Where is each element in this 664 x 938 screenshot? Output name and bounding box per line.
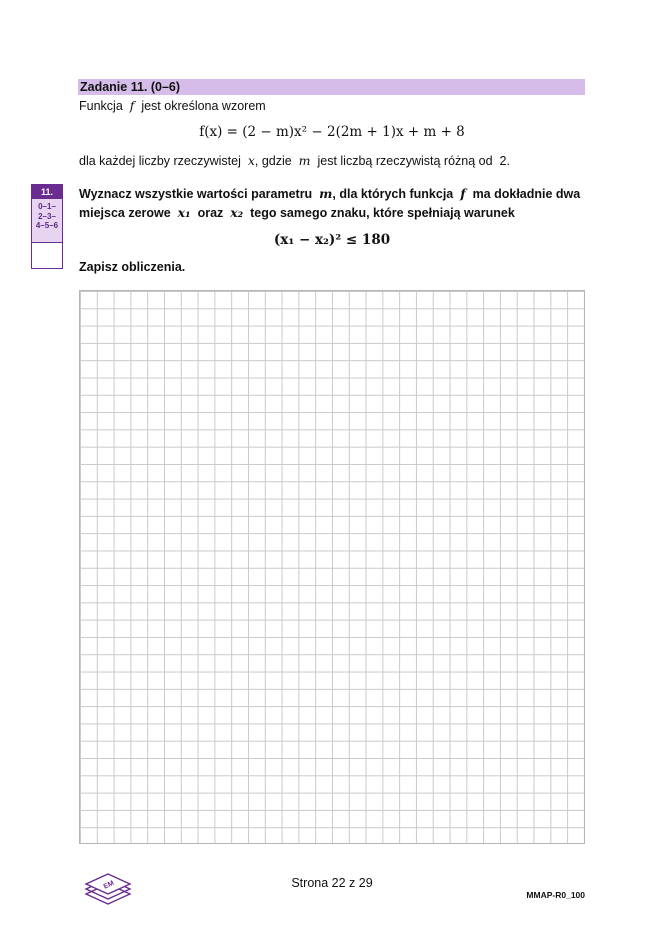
points-line-3: 4–5–6 <box>35 221 59 230</box>
svg-text:EM: EM <box>102 879 116 891</box>
document-code: MMAP-R0_100 <box>526 890 585 900</box>
inequality <box>79 232 585 248</box>
points-line-1: 0–1– <box>38 202 56 211</box>
function-formula <box>79 124 585 140</box>
intro-post: jest określona wzorem <box>141 99 266 113</box>
score-box <box>31 184 63 269</box>
formula-text: f(x) = (2 − m)x² − 2(2m + 1)x + m + 8 <box>199 124 465 140</box>
task-header: Zadanie 11. (0–6) <box>78 79 585 95</box>
intro-line <box>79 98 266 114</box>
score-box-points <box>32 199 62 243</box>
score-box-number: 11. <box>32 185 62 199</box>
instr2-a: miejsca zerowe <box>79 206 171 220</box>
intro-var-f: f <box>129 98 135 113</box>
instr1-m: m <box>319 186 333 201</box>
inequality-text: (x₁ − x₂)² ≤ 180 <box>273 232 391 248</box>
condition-var-m: m <box>298 153 311 168</box>
calc-note: Zapisz obliczenia. <box>79 260 186 274</box>
instr2-x2: x₂ <box>230 205 244 220</box>
points-line-2: 2–3– <box>38 211 56 221</box>
instr1-b: , dla których funkcja <box>332 187 454 201</box>
instr1-a: Wyznacz wszystkie wartości parametru <box>79 187 313 201</box>
intro-pre: Funkcja <box>79 99 123 113</box>
instruction-line-2 <box>79 205 515 221</box>
instr2-x1: x₁ <box>177 205 191 220</box>
condition-var-x: x <box>247 153 255 168</box>
instr1-c: ma dokładnie dwa <box>472 187 581 201</box>
answer-grid[interactable] <box>79 290 585 844</box>
condition-part2: , gdzie <box>254 154 292 168</box>
instr1-f: f <box>460 186 466 201</box>
instruction-line-1 <box>79 186 580 202</box>
condition-part3: jest liczbą rzeczywistą różną od <box>317 154 493 168</box>
instr2-c: tego samego znaku, które spełniają warunek <box>250 206 515 220</box>
condition-line <box>79 153 510 169</box>
instr2-b: oraz <box>197 206 224 220</box>
page-number: Strona 22 z 29 <box>291 876 373 890</box>
condition-value: 2. <box>499 154 510 168</box>
condition-part1: dla każdej liczby rzeczywistej <box>79 154 241 168</box>
